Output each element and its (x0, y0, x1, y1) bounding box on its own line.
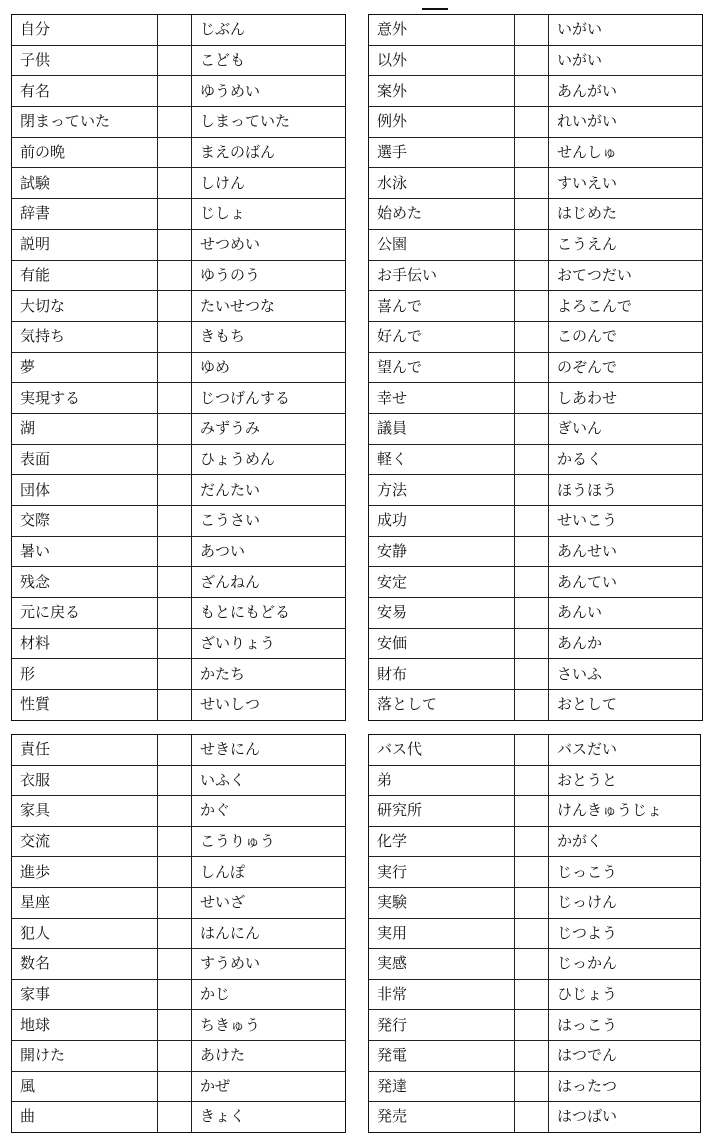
blank-cell (515, 506, 549, 537)
reading-cell: たいせつな (192, 291, 346, 322)
reading-cell: ひじょう (549, 979, 701, 1010)
blank-cell (158, 291, 192, 322)
blank-cell (158, 1010, 192, 1041)
blank-cell (515, 690, 549, 721)
kanji-cell: 星座 (12, 887, 158, 918)
table-row (12, 857, 346, 888)
kanji-cell: 家具 (12, 796, 158, 827)
page-top-mark (422, 8, 448, 10)
table-row (12, 918, 346, 949)
blank-cell (158, 826, 192, 857)
table-row (12, 229, 346, 260)
kanji-cell: 実感 (369, 949, 515, 980)
kanji-cell: 子供 (12, 45, 158, 76)
kanji-cell: 水泳 (369, 168, 515, 199)
table-row (369, 229, 703, 260)
table-row (369, 690, 703, 721)
table-row (12, 628, 346, 659)
blank-cell (515, 76, 549, 107)
kanji-cell: 実験 (369, 887, 515, 918)
kanji-cell: 発電 (369, 1040, 515, 1071)
table-row (12, 1102, 346, 1133)
reading-cell: のぞんで (549, 352, 703, 383)
table-row (369, 536, 703, 567)
vocab-table-body (369, 735, 701, 1133)
kanji-cell: 始めた (369, 199, 515, 230)
blank-cell (158, 735, 192, 766)
blank-cell (515, 413, 549, 444)
table-row (369, 979, 701, 1010)
kanji-cell: 有名 (12, 76, 158, 107)
blank-cell (158, 765, 192, 796)
reading-cell: こうりゅう (192, 826, 346, 857)
table-row (369, 826, 701, 857)
table-row (369, 1102, 701, 1133)
table-row (369, 413, 703, 444)
table-row (369, 1071, 701, 1102)
kanji-cell: 好んで (369, 321, 515, 352)
kanji-cell: 進歩 (12, 857, 158, 888)
kanji-cell: 数名 (12, 949, 158, 980)
vocab-table-bottom-right (368, 734, 701, 1133)
table-row (12, 45, 346, 76)
reading-cell: じっこう (549, 857, 701, 888)
blank-cell (515, 857, 549, 888)
reading-cell: ひょうめん (192, 444, 346, 475)
reading-cell: かがく (549, 826, 701, 857)
reading-cell: きもち (192, 321, 346, 352)
table-row (369, 199, 703, 230)
table-row (12, 979, 346, 1010)
blank-cell (515, 735, 549, 766)
reading-cell: だんたい (192, 475, 346, 506)
kanji-cell: 元に戻る (12, 598, 158, 629)
reading-cell: はじめた (549, 199, 703, 230)
kanji-cell: 実現する (12, 383, 158, 414)
table-row (369, 506, 703, 537)
kanji-cell: 夢 (12, 352, 158, 383)
table-row (12, 76, 346, 107)
table-row (369, 260, 703, 291)
reading-cell: おとうと (549, 765, 701, 796)
reading-cell: じつよう (549, 918, 701, 949)
kanji-cell: 落として (369, 690, 515, 721)
reading-cell: ゆうのう (192, 260, 346, 291)
kanji-cell: 自分 (12, 15, 158, 46)
blank-cell (158, 413, 192, 444)
kanji-cell: 幸せ (369, 383, 515, 414)
kanji-cell: 安価 (369, 628, 515, 659)
blank-cell (515, 1040, 549, 1071)
table-row (12, 567, 346, 598)
table-row (12, 506, 346, 537)
reading-cell: あんか (549, 628, 703, 659)
blank-cell (515, 229, 549, 260)
kanji-cell: 曲 (12, 1102, 158, 1133)
blank-cell (515, 949, 549, 980)
reading-cell: かたち (192, 659, 346, 690)
blank-cell (515, 168, 549, 199)
blank-cell (158, 949, 192, 980)
table-row (369, 352, 703, 383)
reading-cell: かぐ (192, 796, 346, 827)
vocab-table-top-left (11, 14, 346, 721)
reading-cell: おてつだい (549, 260, 703, 291)
kanji-cell: 団体 (12, 475, 158, 506)
kanji-cell: 辞書 (12, 199, 158, 230)
reading-cell: じしょ (192, 199, 346, 230)
table-row (12, 444, 346, 475)
reading-cell: ざんねん (192, 567, 346, 598)
blank-cell (515, 45, 549, 76)
blank-cell (158, 979, 192, 1010)
blank-cell (515, 796, 549, 827)
kanji-cell: 安定 (369, 567, 515, 598)
table-row (12, 735, 346, 766)
kanji-cell: 以外 (369, 45, 515, 76)
vocab-table-body (12, 15, 346, 721)
table-row (369, 949, 701, 980)
reading-cell: あんい (549, 598, 703, 629)
reading-cell: いふく (192, 765, 346, 796)
kanji-cell: 前の晩 (12, 137, 158, 168)
table-row (12, 168, 346, 199)
vocab-table-top-right (368, 14, 703, 721)
blank-cell (515, 107, 549, 138)
kanji-cell: 成功 (369, 506, 515, 537)
table-row (12, 475, 346, 506)
kanji-cell: 閉まっていた (12, 107, 158, 138)
kanji-cell: 家事 (12, 979, 158, 1010)
table-row (369, 735, 701, 766)
table-row (369, 15, 703, 46)
table-row (12, 199, 346, 230)
blank-cell (158, 506, 192, 537)
reading-cell: せいこう (549, 506, 703, 537)
kanji-cell: 性質 (12, 690, 158, 721)
reading-cell: じっかん (549, 949, 701, 980)
table-row (12, 949, 346, 980)
kanji-cell: 有能 (12, 260, 158, 291)
reading-cell: せいざ (192, 887, 346, 918)
blank-cell (515, 137, 549, 168)
kanji-cell: 開けた (12, 1040, 158, 1071)
blank-cell (158, 199, 192, 230)
table-row (12, 765, 346, 796)
kanji-cell: 選手 (369, 137, 515, 168)
table-row (12, 826, 346, 857)
kanji-cell: バス代 (369, 735, 515, 766)
table-row (12, 796, 346, 827)
reading-cell: はんにん (192, 918, 346, 949)
kanji-cell: 交際 (12, 506, 158, 537)
blank-cell (158, 76, 192, 107)
table-row (12, 352, 346, 383)
blank-cell (158, 321, 192, 352)
reading-cell: かるく (549, 444, 703, 475)
reading-cell: あけた (192, 1040, 346, 1071)
kanji-cell: 暑い (12, 536, 158, 567)
table-row (12, 1071, 346, 1102)
blank-cell (158, 15, 192, 46)
reading-cell: こども (192, 45, 346, 76)
kanji-cell: 弟 (369, 765, 515, 796)
blank-cell (158, 1071, 192, 1102)
reading-cell: せきにん (192, 735, 346, 766)
kanji-cell: 説明 (12, 229, 158, 260)
table-row (369, 321, 703, 352)
table-row (12, 137, 346, 168)
kanji-cell: 望んで (369, 352, 515, 383)
blank-cell (158, 1040, 192, 1071)
kanji-cell: 例外 (369, 107, 515, 138)
blank-cell (515, 199, 549, 230)
reading-cell: ゆめ (192, 352, 346, 383)
reading-cell: あんてい (549, 567, 703, 598)
reading-cell: あんがい (549, 76, 703, 107)
table-row (12, 598, 346, 629)
blank-cell (158, 887, 192, 918)
reading-cell: かぜ (192, 1071, 346, 1102)
reading-cell: れいがい (549, 107, 703, 138)
kanji-cell: 軽く (369, 444, 515, 475)
vocab-table-body (12, 735, 346, 1133)
blank-cell (158, 659, 192, 690)
table-row (12, 383, 346, 414)
reading-cell: せんしゅ (549, 137, 703, 168)
table-row (12, 659, 346, 690)
reading-cell: きょく (192, 1102, 346, 1133)
table-row (369, 918, 701, 949)
kanji-cell: 試験 (12, 168, 158, 199)
blank-cell (158, 918, 192, 949)
kanji-cell: 議員 (369, 413, 515, 444)
table-row (12, 1010, 346, 1041)
reading-cell: しまっていた (192, 107, 346, 138)
blank-cell (515, 15, 549, 46)
reading-cell: こうえん (549, 229, 703, 260)
reading-cell: せつめい (192, 229, 346, 260)
reading-cell: おとして (549, 690, 703, 721)
kanji-cell: 発売 (369, 1102, 515, 1133)
blank-cell (158, 628, 192, 659)
blank-cell (158, 260, 192, 291)
table-row (369, 291, 703, 322)
kanji-cell: 安易 (369, 598, 515, 629)
table-row (12, 15, 346, 46)
blank-cell (158, 1102, 192, 1133)
reading-cell: しんぽ (192, 857, 346, 888)
kanji-cell: 発達 (369, 1071, 515, 1102)
blank-cell (515, 1102, 549, 1133)
blank-cell (515, 291, 549, 322)
reading-cell: さいふ (549, 659, 703, 690)
kanji-cell: 責任 (12, 735, 158, 766)
reading-cell: いがい (549, 45, 703, 76)
blank-cell (515, 979, 549, 1010)
blank-cell (515, 1071, 549, 1102)
blank-cell (158, 567, 192, 598)
kanji-cell: 方法 (369, 475, 515, 506)
reading-cell: こうさい (192, 506, 346, 537)
table-row (369, 475, 703, 506)
table-row (369, 796, 701, 827)
table-row (12, 690, 346, 721)
table-row (369, 107, 703, 138)
reading-cell: ちきゅう (192, 1010, 346, 1041)
reading-cell: けんきゅうじょ (549, 796, 701, 827)
reading-cell: このんで (549, 321, 703, 352)
table-row (12, 260, 346, 291)
blank-cell (158, 690, 192, 721)
table-row (12, 321, 346, 352)
kanji-cell: 衣服 (12, 765, 158, 796)
kanji-cell: 安静 (369, 536, 515, 567)
reading-cell: じぶん (192, 15, 346, 46)
blank-cell (515, 659, 549, 690)
blank-cell (158, 229, 192, 260)
blank-cell (515, 567, 549, 598)
table-row (12, 887, 346, 918)
kanji-cell: 表面 (12, 444, 158, 475)
kanji-cell: 実用 (369, 918, 515, 949)
blank-cell (515, 352, 549, 383)
table-row (369, 1040, 701, 1071)
reading-cell: ほうほう (549, 475, 703, 506)
table-row (369, 765, 701, 796)
kanji-cell: 湖 (12, 413, 158, 444)
kanji-cell: 残念 (12, 567, 158, 598)
kanji-cell: 大切な (12, 291, 158, 322)
blank-cell (158, 352, 192, 383)
reading-cell: せいしつ (192, 690, 346, 721)
table-row (369, 444, 703, 475)
blank-cell (158, 137, 192, 168)
table-row (369, 598, 703, 629)
blank-cell (515, 628, 549, 659)
table-row (369, 628, 703, 659)
reading-cell: よろこんで (549, 291, 703, 322)
blank-cell (515, 918, 549, 949)
reading-cell: はったつ (549, 1071, 701, 1102)
kanji-cell: 実行 (369, 857, 515, 888)
kanji-cell: 交流 (12, 826, 158, 857)
blank-cell (158, 107, 192, 138)
blank-cell (515, 598, 549, 629)
reading-cell: みずうみ (192, 413, 346, 444)
reading-cell: はっこう (549, 1010, 701, 1041)
reading-cell: はつばい (549, 1102, 701, 1133)
reading-cell: しあわせ (549, 383, 703, 414)
table-row (369, 857, 701, 888)
reading-cell: バスだい (549, 735, 701, 766)
table-row (369, 383, 703, 414)
blank-cell (515, 260, 549, 291)
blank-cell (158, 536, 192, 567)
blank-cell (158, 168, 192, 199)
reading-cell: すいえい (549, 168, 703, 199)
table-row (369, 45, 703, 76)
table-row (12, 536, 346, 567)
kanji-cell: 犯人 (12, 918, 158, 949)
kanji-cell: 研究所 (369, 796, 515, 827)
kanji-cell: 材料 (12, 628, 158, 659)
blank-cell (158, 444, 192, 475)
table-row (369, 567, 703, 598)
blank-cell (158, 383, 192, 414)
blank-cell (515, 444, 549, 475)
blank-cell (158, 857, 192, 888)
reading-cell: まえのばん (192, 137, 346, 168)
blank-cell (158, 45, 192, 76)
reading-cell: じっけん (549, 887, 701, 918)
table-row (12, 107, 346, 138)
reading-cell: しけん (192, 168, 346, 199)
reading-cell: あつい (192, 536, 346, 567)
blank-cell (515, 475, 549, 506)
table-row (369, 168, 703, 199)
reading-cell: もとにもどる (192, 598, 346, 629)
reading-cell: ぎいん (549, 413, 703, 444)
reading-cell: はつでん (549, 1040, 701, 1071)
blank-cell (158, 475, 192, 506)
table-row (369, 1010, 701, 1041)
reading-cell: かじ (192, 979, 346, 1010)
kanji-cell: 形 (12, 659, 158, 690)
kanji-cell: 気持ち (12, 321, 158, 352)
table-row (12, 291, 346, 322)
reading-cell: あんせい (549, 536, 703, 567)
table-row (12, 1040, 346, 1071)
blank-cell (515, 826, 549, 857)
blank-cell (158, 796, 192, 827)
vocab-table-bottom-left (11, 734, 346, 1133)
vocab-table-body (369, 15, 703, 721)
blank-cell (515, 536, 549, 567)
kanji-cell: 公園 (369, 229, 515, 260)
blank-cell (515, 321, 549, 352)
blank-cell (515, 1010, 549, 1041)
kanji-cell: 案外 (369, 76, 515, 107)
table-row (369, 887, 701, 918)
kanji-cell: 意外 (369, 15, 515, 46)
blank-cell (515, 765, 549, 796)
blank-cell (158, 598, 192, 629)
kanji-cell: 喜んで (369, 291, 515, 322)
reading-cell: ざいりょう (192, 628, 346, 659)
reading-cell: いがい (549, 15, 703, 46)
kanji-cell: 地球 (12, 1010, 158, 1041)
table-row (12, 413, 346, 444)
blank-cell (515, 887, 549, 918)
table-row (369, 659, 703, 690)
table-row (369, 76, 703, 107)
kanji-cell: 発行 (369, 1010, 515, 1041)
kanji-cell: 非常 (369, 979, 515, 1010)
kanji-cell: お手伝い (369, 260, 515, 291)
table-row (369, 137, 703, 168)
blank-cell (515, 383, 549, 414)
reading-cell: ゆうめい (192, 76, 346, 107)
reading-cell: すうめい (192, 949, 346, 980)
kanji-cell: 財布 (369, 659, 515, 690)
kanji-cell: 風 (12, 1071, 158, 1102)
kanji-cell: 化学 (369, 826, 515, 857)
reading-cell: じつげんする (192, 383, 346, 414)
